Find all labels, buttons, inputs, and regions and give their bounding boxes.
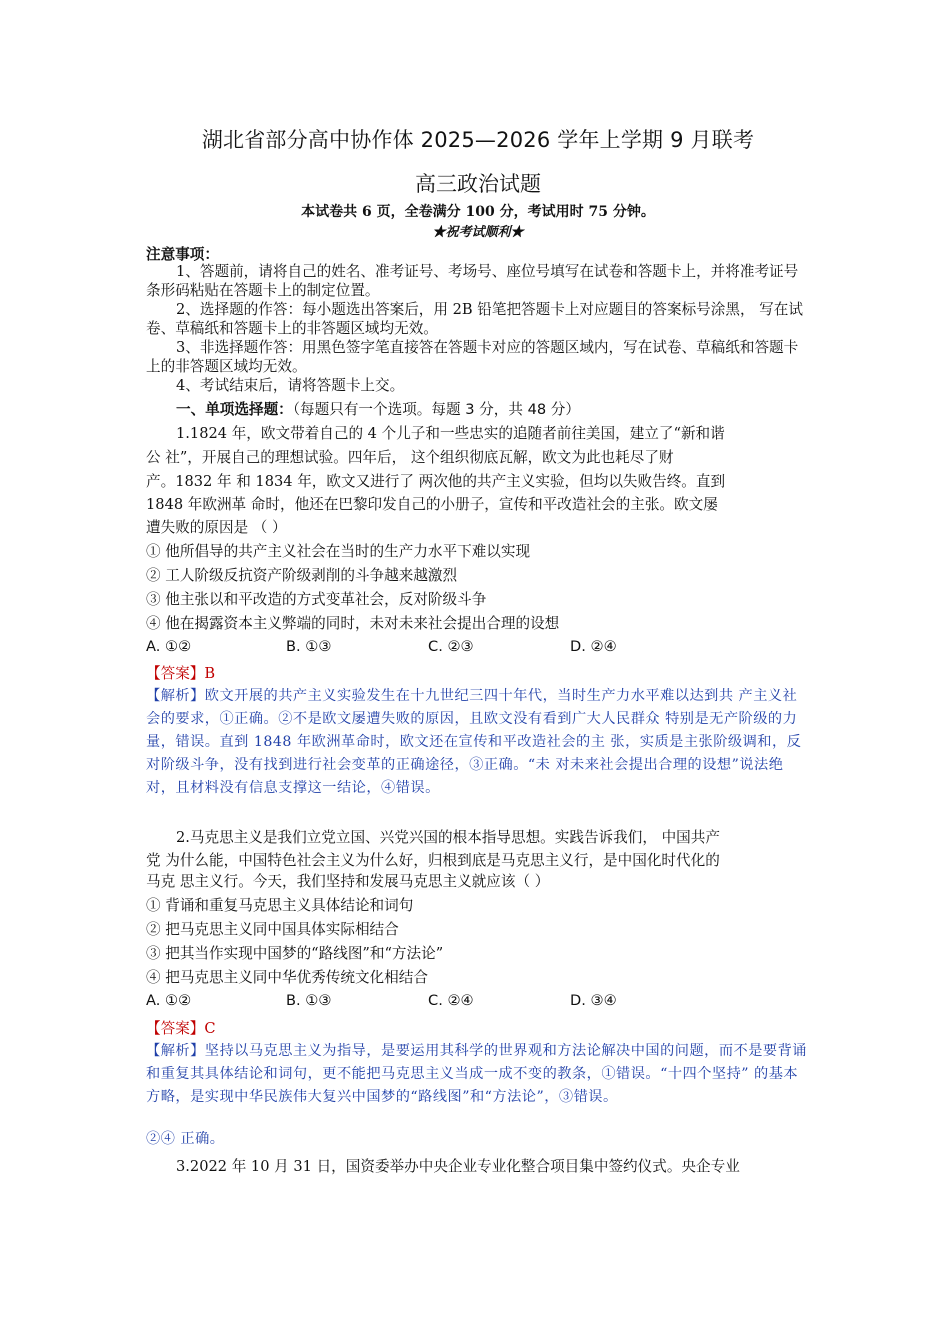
q2-choice-d: D. ③④ xyxy=(570,992,617,1009)
q1-option-2: ② 工人阶级反抗资产阶级剥削的斗争越来越激烈 xyxy=(146,567,458,584)
q1-analysis xyxy=(146,685,810,800)
q2-option-3: ③ 把其当作实现中国梦的“路线图”和“方法论” xyxy=(146,945,444,962)
q1-analysis-text: 欧文开展的共产主义实验发生在十九世纪三四十年代，当时生产力水平难以达到共 产主义社会的要求，①正确。②不是欧文屡遭失败的原因，且欧文没有看到广大人民群众 特别是无产阶级的力量，错误。直到 1848 年欧洲革命时，欧文还在宣传和平改造社会的主 张，实质是主张阶级调和，反对阶级斗争，没有找到进行社会变革的正确途径，③正确。“未 对未来社会提出合理的设想”说法绝对，且材料没有信息支撑这一结论，④错误。 xyxy=(146,688,802,796)
section-desc: （每题只有一个选项。每题 3 分，共 48 分） xyxy=(292,401,580,418)
q1-stem-line-2: 公 社”，开展自己的理想试验。四年后， 这个组织彻底瓦解，欧文为此也耗尽了财 xyxy=(146,449,674,466)
notice-heading: 注意事项： xyxy=(146,246,219,263)
exam-info: 本试卷共 6 页，全卷满分 100 分，考试用时 75 分钟。 xyxy=(301,204,655,220)
q1-analysis-tag: 【解析】 xyxy=(146,688,205,704)
notice-item-1: 1、答题前，请将自己的姓名、准考证号、考场号、座位号填写在试卷和答题卡上，并将准考证号条形码粘贴在答题卡上的制定位置。 xyxy=(146,263,799,299)
q2-option-1: ① 背诵和重复马克思主义具体结论和词句 xyxy=(146,897,414,914)
q1-stem-line-1: 1.1824 年，欧文带着自己的 4 个儿子和一些忠实的追随者前往美国，建立了“新和谐 xyxy=(176,425,725,442)
q2-stem-line-3: 马克 思主义行。今天，我们坚持和发展马克思主义就应该（ ） xyxy=(146,873,550,890)
q2-choice-a: A. ①② xyxy=(146,992,192,1009)
q1-option-3: ③ 他主张以和平改造的方式变革社会，反对阶级斗争 xyxy=(146,591,487,608)
q1-choice-d: D. ②④ xyxy=(570,638,617,655)
q1-stem-line-4: 1848 年欧洲革 命时，他还在巴黎印发自己的小册子，宣传和平改造社会的主张。欧文屡 xyxy=(146,496,718,513)
section-label: 一、单项选择题： xyxy=(176,401,293,418)
q1-option-1: ① 他所倡导的共产主义社会在当时的生产力水平下难以实现 xyxy=(146,543,531,560)
q2-option-2: ② 把马克思主义同中国具体实际相结合 xyxy=(146,921,399,938)
q1-answer: 【答案】B xyxy=(146,665,216,682)
exam-subtitle: 高三政治试题 xyxy=(415,172,541,196)
section-heading xyxy=(176,398,580,419)
notice-item-2: 2、选择题的作答：每小题选出答案后，用 2B 铅笔把答题卡上对应题目的答案标号涂黑， 写在试卷、草稿纸和答题卡上的非答题区域均无效。 xyxy=(146,301,803,337)
q1-choice-c: C. ②③ xyxy=(428,638,474,655)
q1-option-4: ④ 他在揭露资本主义弊端的同时，未对未来社会提出合理的设想 xyxy=(146,615,560,632)
q2-stem-line-2: 党 为什么能，中国特色社会主义为什么好，归根到底是马克思主义行，是中国化时代化的 xyxy=(146,852,720,869)
notice-item-3: 3、非选择题作答：用黑色签字笔直接答在答题卡对应的答题区域内，写在试卷、草稿纸和答题卡上的非答题区域均无效。 xyxy=(146,339,799,375)
q2-answer: 【答案】C xyxy=(146,1020,216,1037)
q2-analysis-tag: 【解析】 xyxy=(146,1043,205,1059)
q1-stem-line-3: 产。1832 年 和 1834 年，欧文又进行了 两次他的共产主义实验，但均以失败告终。直到 xyxy=(146,473,726,490)
q1-choice-a: A. ①② xyxy=(146,638,192,655)
notice-item-4: 4、考试结束后，请将答题卡上交。 xyxy=(176,377,405,394)
exam-title: 湖北省部分高中协作体 2025—2026 学年上学期 9 月联考 xyxy=(201,128,755,152)
q3-stem-line-1: 3.2022 年 10 月 31 日，国资委举办中央企业专业化整合项目集中签约仪式。央企专业 xyxy=(176,1158,740,1175)
q2-analysis-text: 坚持以马克思主义为指导，是要运用其科学的世界观和方法论解决中国的问题，而不是要背诵和重复其具体结论和词句，更不能把马克思主义当成一成不变的教条，①错误。“十四个坚持” 的基本方略，是实现中华民族伟大复兴中国梦的“路线图”和“方法论”，③错误。 xyxy=(146,1043,807,1105)
q2-stem-line-1: 2.马克思主义是我们立党立国、兴党兴国的根本指导思想。实践告诉我们， 中国共产 xyxy=(176,829,720,846)
q2-analysis-end: ②④ 正确。 xyxy=(146,1131,225,1147)
q1-choice-b: B. ①③ xyxy=(286,638,332,655)
q2-choice-c: C. ②④ xyxy=(428,992,474,1009)
q2-analysis xyxy=(146,1040,810,1109)
q2-option-4: ④ 把马克思主义同中华优秀传统文化相结合 xyxy=(146,969,428,986)
q1-stem-line-5: 遭失败的原因是 （ ） xyxy=(146,519,287,536)
q2-choice-b: B. ①③ xyxy=(286,992,332,1009)
notice-list xyxy=(146,262,810,395)
good-luck-line: ★祝考试顺利★ xyxy=(432,225,524,240)
